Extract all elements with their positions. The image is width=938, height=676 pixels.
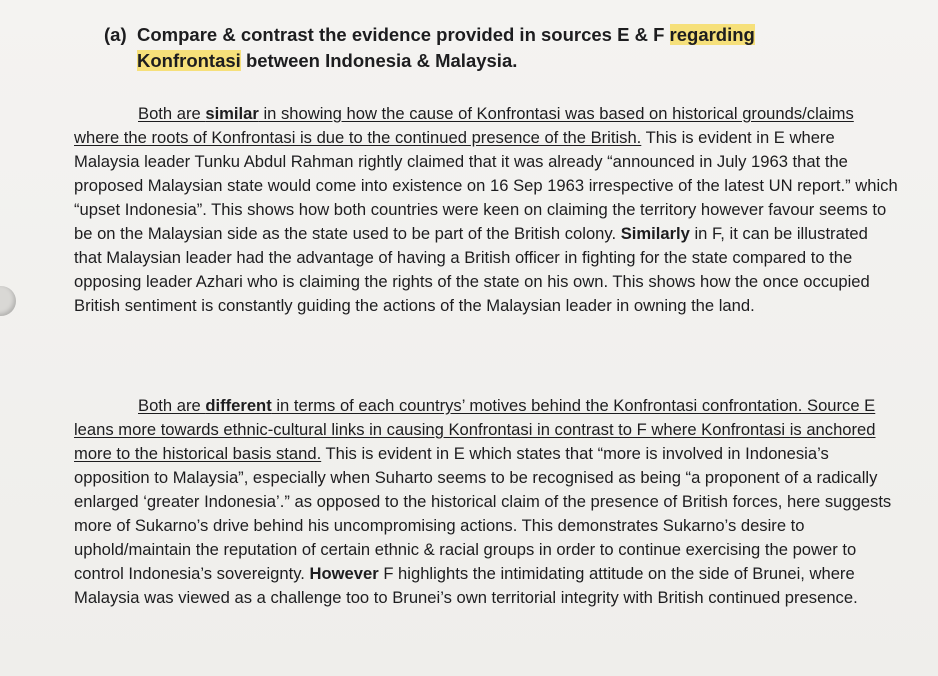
- body-text-2c: F highlights the intimidating attitude on the side of Brunei, where Malaysia was viewed as a challenge too to Brunei’s own territorial integrity with British continued presence.: [74, 564, 858, 607]
- keyword-similarly: Similarly: [620, 224, 690, 243]
- keyword-different: different: [205, 396, 272, 415]
- highlighted-text-1: regarding: [669, 24, 755, 45]
- keyword-similar: similar: [205, 104, 259, 123]
- topic-sentence-2a: Both are: [138, 396, 206, 415]
- punch-hole: [0, 286, 16, 316]
- body-text-1c: in F, it can be illustrated that Malaysian leader had the advantage of having a British officer in fighting for the state compared to the opposing leader Azhari who is claiming the rights of the state on his own. This shows how the once occupied British sentiment is constantly guiding the actions of the Malaysian leader in owning the land.: [74, 224, 870, 315]
- question-number: (a): [104, 24, 127, 45]
- question-text-1: Compare & contrast the evidence provided in sources E & F: [137, 24, 670, 45]
- keyword-however: However: [309, 564, 379, 583]
- highlighted-text-2: Konfrontasi: [137, 50, 241, 71]
- topic-sentence-2c: in terms of each countrys’ motives behind the Konfrontasi confrontation. Source E leans more towards ethnic-cultural links in causing Konfrontasi in contrast to F where Konfrontasi is anchored more to the historical basis stand.: [74, 396, 876, 463]
- topic-sentence-1c: in showing how the cause of Konfrontasi was based on historical grounds/claims where the roots of Konfrontasi is due to the continued presence of the British.: [74, 104, 854, 147]
- question-heading: [104, 22, 824, 74]
- question-line-2: [104, 48, 824, 74]
- question-text-2: between Indonesia & Malaysia.: [240, 50, 518, 71]
- body-text-1a: This is evident in E where Malaysia leader Tunku Abdul Rahman rightly claimed that it was already “announced in July 1963 that the proposed Malaysian state would come into existence on 16 Sep 1963 irrespective of the latest UN report.” which “upset Indonesia”. This shows how both countries were keen on claiming the territory however favour seems to be on the Malaysian side as the state used to be part of the British colony.: [74, 128, 898, 243]
- body-text-2a: This is evident in E which states that “more is involved in Indonesia’s opposition to Malaysia”, especially when Suharto seems to be recognised as being “a proponent of a radically enlarged ‘greater Indonesia’.” as opposed to the historical claim of the presence of British forces, here suggests more of Sukarno’s drive behind his uncompromising actions. This demonstrates Sukarno’s desire to uphold/maintain the reputation of certain ethnic & racial groups in order to continue exercising the power to control Indonesia’s sovereignty.: [74, 444, 892, 583]
- paragraph-differences: [74, 394, 900, 610]
- question-line-1: [104, 22, 824, 48]
- paragraph-similarities: [74, 102, 900, 318]
- topic-sentence-1a: Both are: [138, 104, 206, 123]
